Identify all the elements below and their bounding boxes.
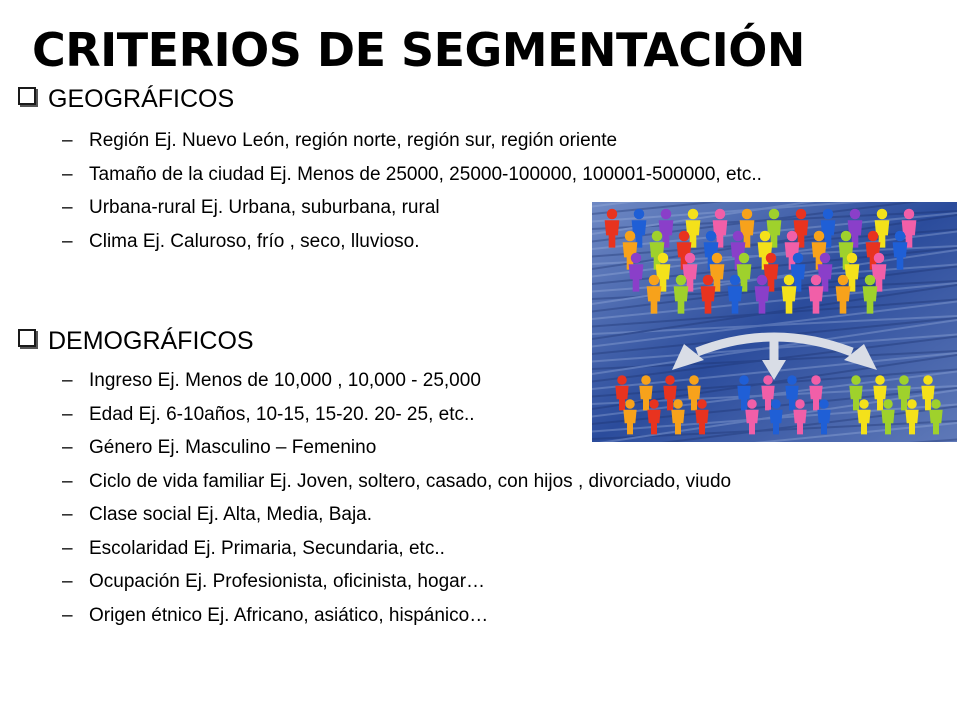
dash-bullet: – [62,470,73,492]
dash-bullet: – [62,130,73,151]
list-item [62,500,731,530]
list-item-text: Edad Ej. 6-10años, 10-15, 15-20. 20- 25, etc.. [89,403,475,425]
list-item-text: Ingreso Ej. Menos de 10,000 , 10,000 - 25,000 [89,370,481,391]
list-item [62,534,731,564]
dash-bullet: – [62,230,73,252]
list-item-text: Clima Ej. Caluroso, frío , seco, lluvioso. [89,230,420,252]
segmented-crowd-illustration [592,202,957,442]
dash-bullet: – [62,504,73,525]
list-item-text: Clase social Ej. Alta, Media, Baja. [89,504,373,525]
checkbox-bullet-icon [18,87,36,105]
dash-bullet: – [62,437,73,458]
slide-title: CRITERIOS DE SEGMENTACIÓN [32,23,805,77]
list-item-text: Urbana-rural Ej. Urbana, suburbana, rural [89,197,440,218]
section-heading-demograficos [18,326,254,356]
crowd-svg [592,202,957,442]
list-item-text: Escolaridad Ej. Primaria, Secundaria, etc.. [89,537,445,559]
dash-bullet: – [62,197,73,218]
list-item-text: Tamaño de la ciudad Ej. Menos de 25000, 25000-100000, 100001-500000, etc.. [89,163,762,185]
dash-bullet: – [62,403,73,425]
section-heading-label: GEOGRÁFICOS [48,85,235,113]
section-heading-geograficos [18,84,234,114]
section-heading-label: DEMOGRÁFICOS [48,327,254,355]
list-item [62,126,762,156]
list-item-text: Origen étnico Ej. Africano, asiático, hispánico… [89,604,489,626]
dash-bullet: – [62,571,73,592]
checkbox-bullet-icon [18,329,36,347]
list-item-text: Ciclo de vida familiar Ej. Joven, soltero, casado, con hijos , divorciado, viudo [89,470,732,492]
list-item [62,160,762,190]
list-item-text: Género Ej. Masculino – Femenino [89,437,377,458]
dash-bullet: – [62,370,73,391]
list-item [62,467,731,497]
list-item-text: Ocupación Ej. Profesionista, oficinista, hogar… [89,571,486,592]
list-item [62,601,731,631]
dash-bullet: – [62,537,73,559]
dash-bullet: – [62,163,73,185]
list-item [62,567,731,597]
list-item-text: Región Ej. Nuevo León, región norte, región sur, región oriente [89,130,618,151]
dash-bullet: – [62,604,73,626]
